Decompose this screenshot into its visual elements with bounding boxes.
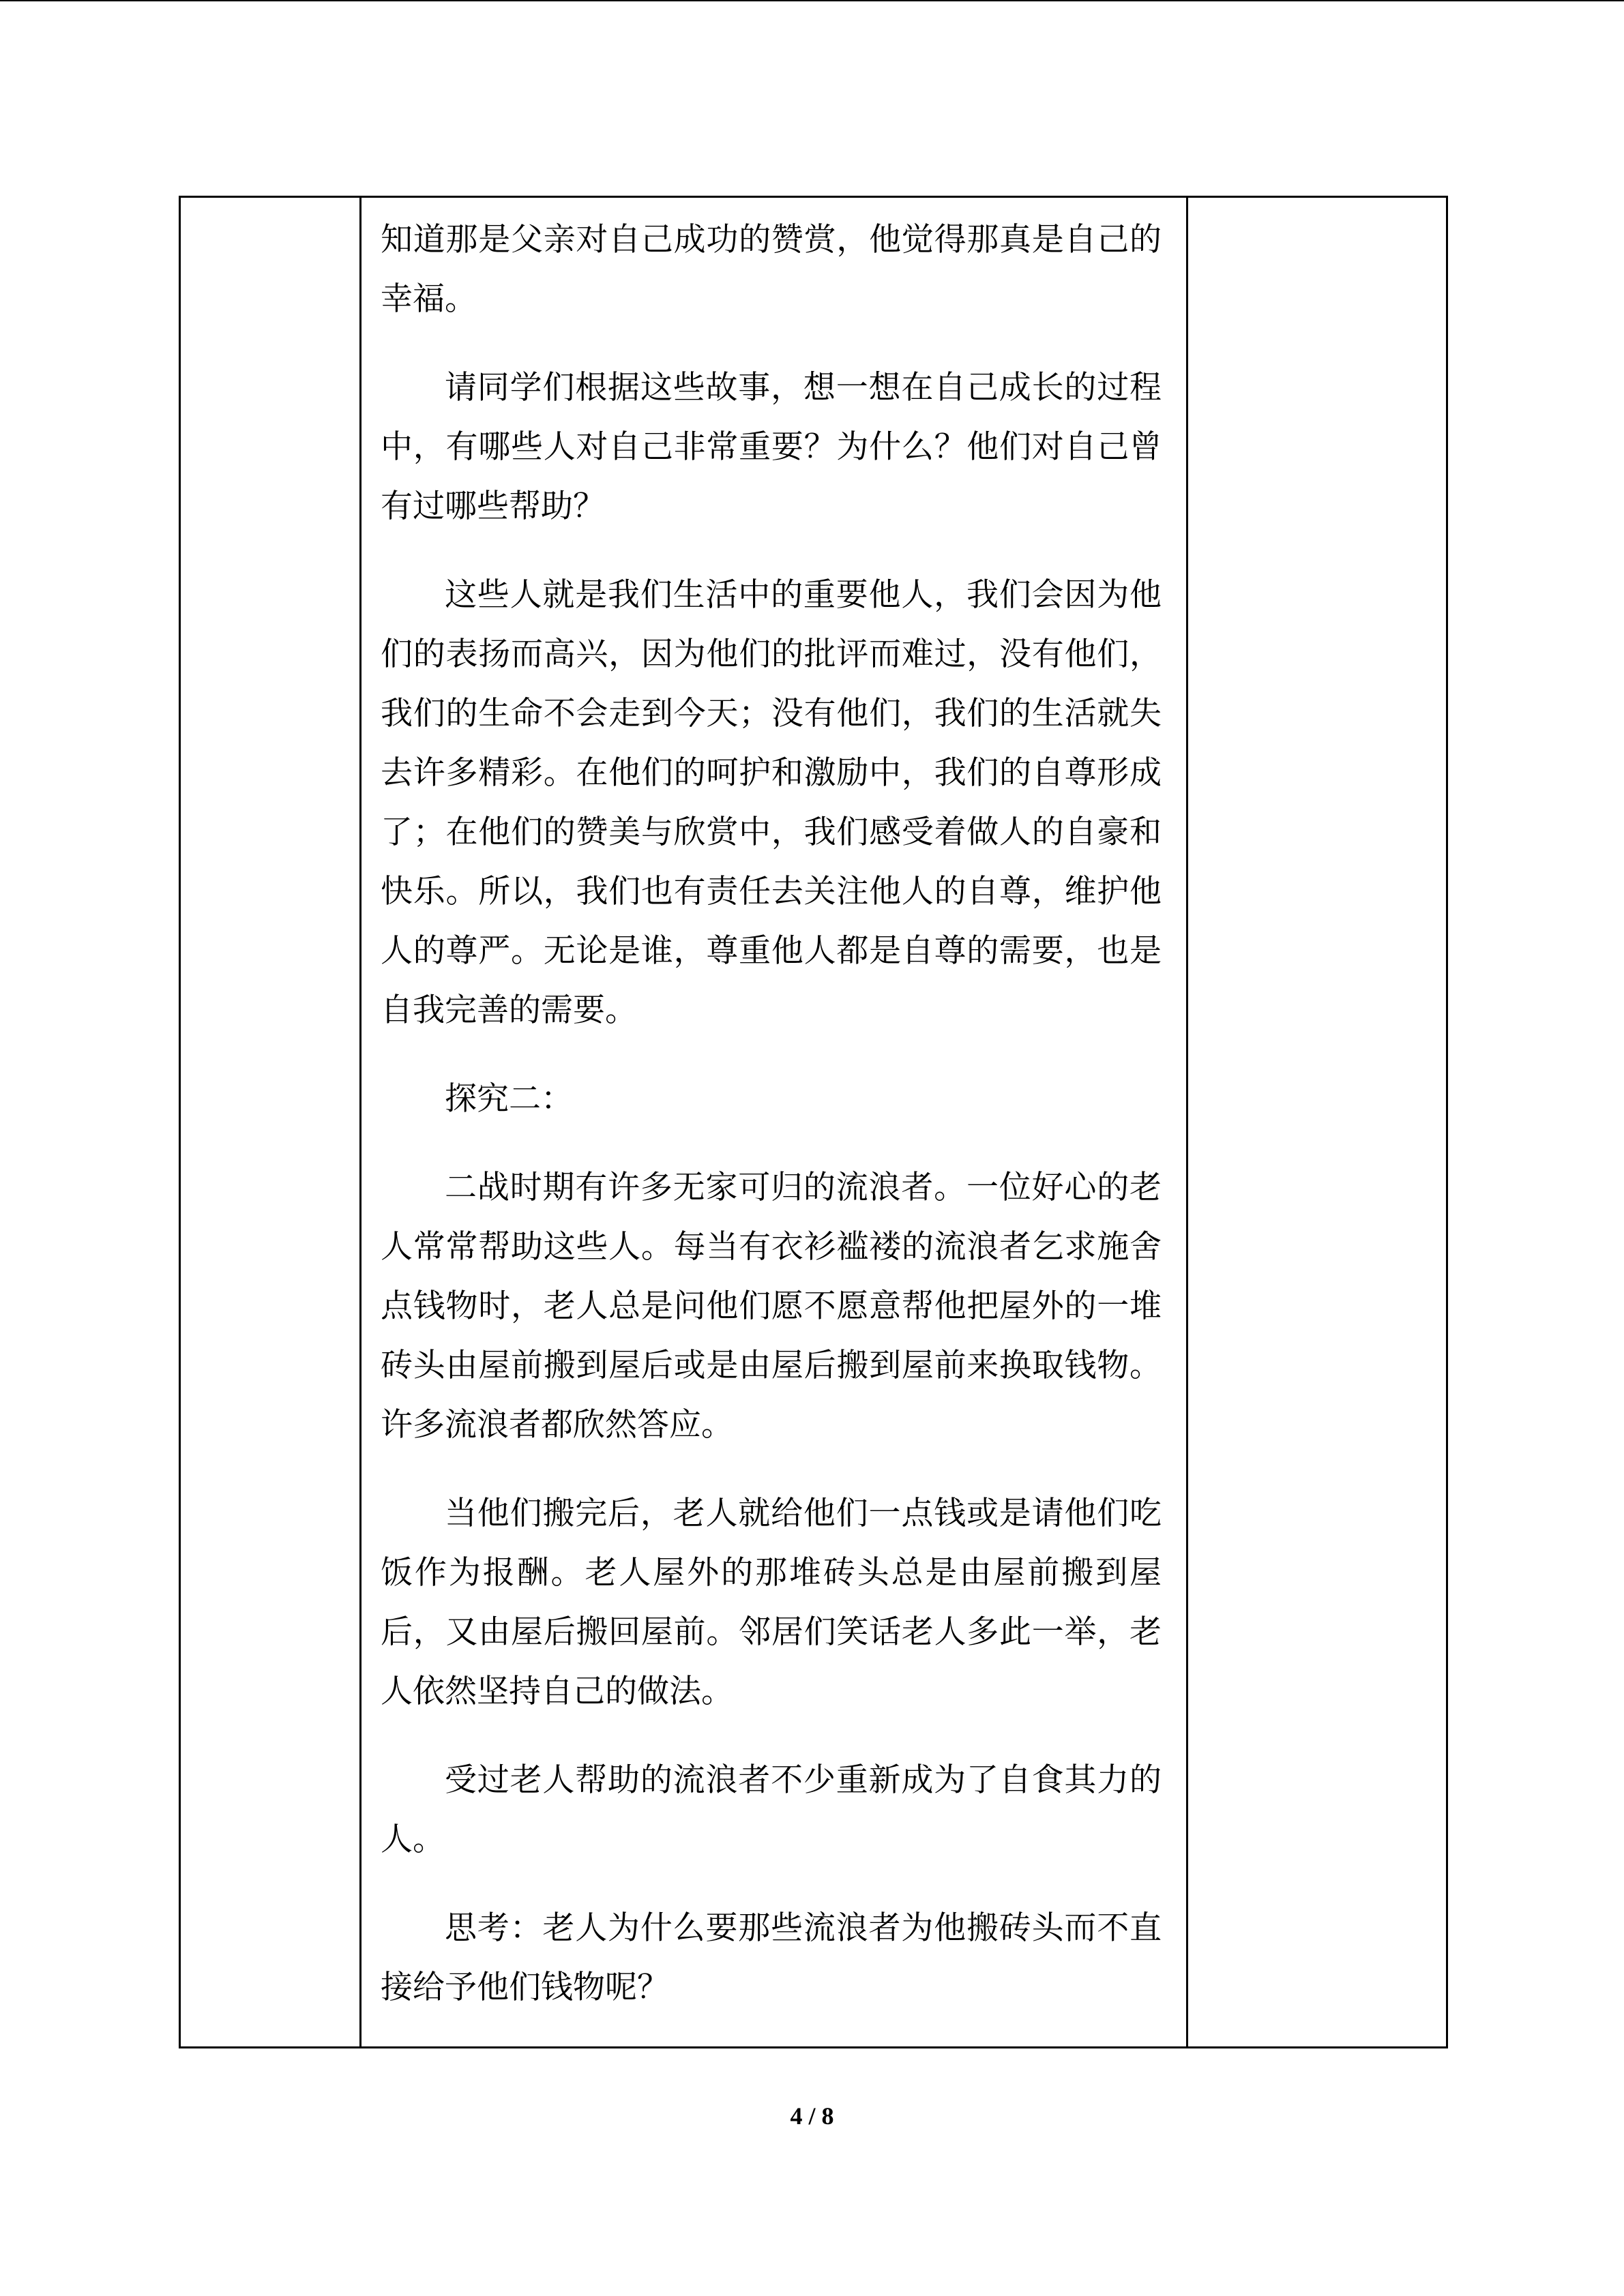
left-column-cell [180,197,361,2048]
top-border-line [0,0,1624,1]
paragraph-story-part-2: 当他们搬完后，老人就给他们一点钱或是请他们吃饭作为报酬。老人屋外的那堆砖头总是由屋前搬到屋后，又由屋后搬回屋前。邻居们笑话老人多此一举，老人依然坚持自己的做法。 [381,1495,1162,1710]
page-number: 4 / 8 [790,2102,834,2130]
paragraph-reflection-prompt: 请同学们根据这些故事，想一想在自己成长的过程中，有哪些人对自己非常重要？为什么？他们对自己曾有过哪些帮助？ [381,369,1162,525]
content-column-cell [361,197,1187,2048]
paragraph-important-others: 这些人就是我们生活中的重要他人，我们会因为他们的表扬而高兴，因为他们的批评而难过，没有他们，我们的生命不会走到今天；没有他们，我们的生活就失去许多精彩。在他们的呵护和激励中，我们的自尊形成了；在他们的赞美与欣赏中，我们感受着做人的自豪和快乐。所以，我们也有责任去关注他人的自尊，维护他人的尊严。无论是谁，尊重他人都是自尊的需要，也是自我完善的需要。 [381,576,1162,1029]
paragraph-inquiry-heading: 探究二： [445,1080,573,1118]
table-row [180,197,1447,2048]
right-column-cell [1187,197,1447,2048]
paragraph-thinking-question: 思考：老人为什么要那些流浪者为他搬砖头而不直接给予他们钱物呢？ [381,1909,1162,2006]
paragraph-continuation: 知道那是父亲对自己成功的赞赏，他觉得那真是自己的幸福。 [381,221,1162,318]
lesson-plan-table [179,196,1448,2048]
paragraph-story-outcome: 受过老人帮助的流浪者不少重新成为了自食其力的人。 [381,1761,1162,1858]
paragraph-story-part-1: 二战时期有许多无家可归的流浪者。一位好心的老人常常帮助这些人。每当有衣衫褴褛的流浪者乞求施舍点钱物时，老人总是问他们愿不愿意帮他把屋外的一堆砖头由屋前搬到屋后或是由屋后搬到屋前来换取钱物。许多流浪者都欣然答应。 [381,1169,1162,1444]
